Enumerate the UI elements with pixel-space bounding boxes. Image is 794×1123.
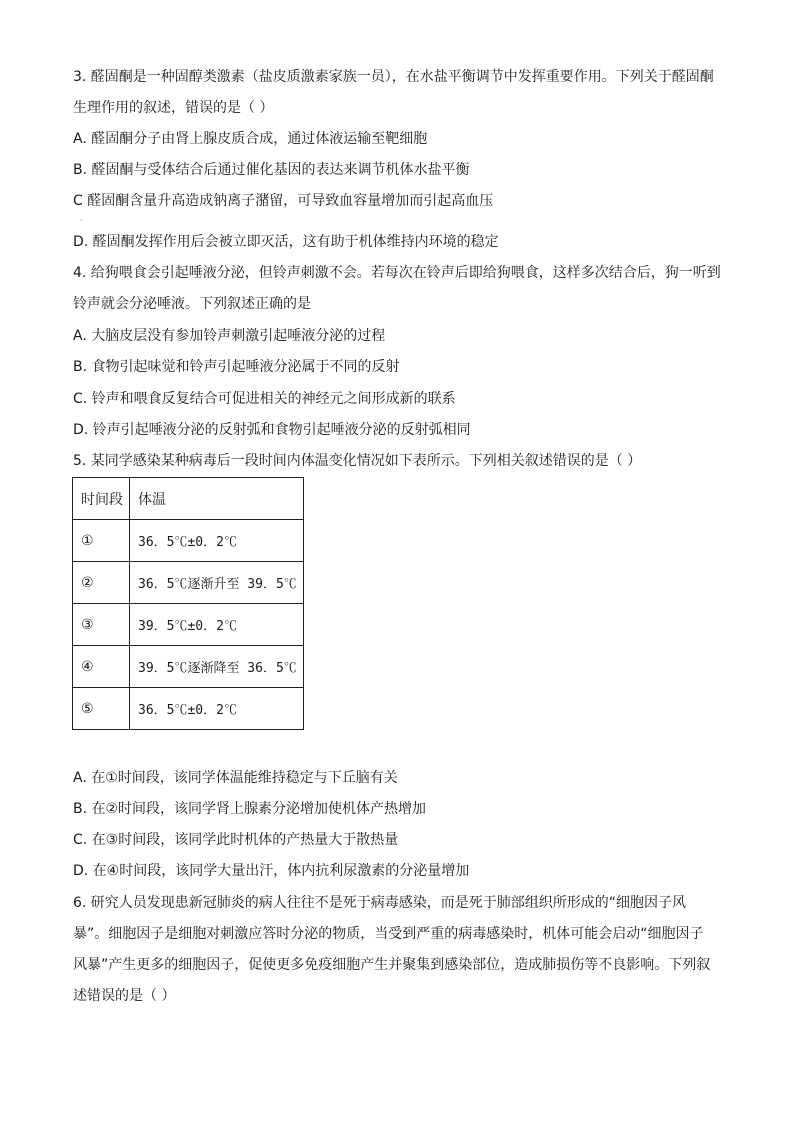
q3-option-b: B. 醛固酮与受体结合后通过催化基因的表达来调节机体水盐平衡: [73, 162, 470, 178]
table-header-row: [73, 478, 304, 520]
q3-option-d: D. 醛固酮发挥作用后会被立即灭活，这有助于机体维持内环境的稳定: [73, 234, 499, 250]
table-header-cell: 时间段: [73, 478, 130, 520]
q4-stem-line2: 铃声就会分泌唾液。下列叙述正确的是: [73, 296, 311, 312]
table-cell-temperature: 39．5℃±0．2℃: [130, 604, 304, 646]
table-row: [73, 646, 304, 688]
q4-stem-line1: 4. 给狗喂食会引起唾液分泌，但铃声刺激不会。若每次在铃声后即给狗喂食，这样多次结合后，狗一听到: [73, 265, 721, 281]
table-cell-temperature: 36．5℃±0．2℃: [130, 520, 304, 562]
table-cell-period: ①: [73, 520, 130, 562]
stray-dot: ·: [80, 216, 83, 225]
temperature-table: [72, 477, 304, 730]
table-row: [73, 688, 304, 730]
q5-stem: 5. 某同学感染某种病毒后一段时间内体温变化情况如下表所示。下列相关叙述错误的是（ ）: [73, 453, 642, 469]
table-header-cell: 体温: [130, 478, 304, 520]
q4-option-d: D. 铃声引起唾液分泌的反射弧和食物引起唾液分泌的反射弧相同: [73, 422, 471, 438]
table-cell-temperature: 39．5℃逐渐降至 36．5℃: [130, 646, 304, 688]
q6-line1: 6. 研究人员发现患新冠肺炎的病人往往不是死于病毒感染，而是死于肺部组织所形成的“细胞因子风: [73, 895, 687, 911]
q5-option-c: C. 在③时间段，该同学此时机体的产热量大于散热量: [73, 832, 399, 848]
table-cell-temperature: 36．5℃±0．2℃: [130, 688, 304, 730]
q5-option-d: D. 在④时间段，该同学大量出汗，体内抗利尿激素的分泌量增加: [73, 863, 470, 879]
q5-option-b: B. 在②时间段，该同学肾上腺素分泌增加使机体产热增加: [73, 801, 427, 817]
q3-stem-line2: 生理作用的叙述，错误的是（ ）: [73, 100, 274, 116]
q6-line3: 风暴”产生更多的细胞因子，促使更多免疫细胞产生并聚集到感染部位，造成肺损伤等不良影响。下列叙: [73, 957, 711, 973]
q4-option-b: B. 食物引起味觉和铃声引起唾液分泌属于不同的反射: [73, 359, 400, 375]
q4-option-c: C. 铃声和喂食反复结合可促进相关的神经元之间形成新的联系: [73, 391, 456, 407]
table-row: [73, 604, 304, 646]
q6-line4: 述错误的是（ ）: [73, 988, 176, 1004]
table-cell-period: ⑤: [73, 688, 130, 730]
table-cell-temperature: 36．5℃逐渐升至 39．5℃: [130, 562, 304, 604]
q5-option-a: A. 在①时间段，该同学体温能维持稳定与下丘脑有关: [73, 770, 398, 786]
q3-option-a: A. 醛固酮分子由肾上腺皮质合成，通过体液运输至靶细胞: [73, 131, 428, 147]
table-row: [73, 562, 304, 604]
table-cell-period: ②: [73, 562, 130, 604]
q3-option-c: C 醛固酮含量升高造成钠离子潴留，可导致血容量增加而引起高血压: [73, 193, 494, 209]
table-cell-period: ④: [73, 646, 130, 688]
q4-option-a: A. 大脑皮层没有参加铃声刺激引起唾液分泌的过程: [73, 328, 386, 344]
table-cell-period: ③: [73, 604, 130, 646]
q3-stem-line1: 3. 醛固酮是一种固醇类激素（盐皮质激素家族一员），在水盐平衡调节中发挥重要作用。下列关于醛固酮: [73, 69, 714, 85]
q6-line2: 暴”。细胞因子是细胞对刺激应答时分泌的物质，当受到严重的病毒感染时，机体可能会启动“细胞因子: [73, 926, 704, 942]
table-row: [73, 520, 304, 562]
